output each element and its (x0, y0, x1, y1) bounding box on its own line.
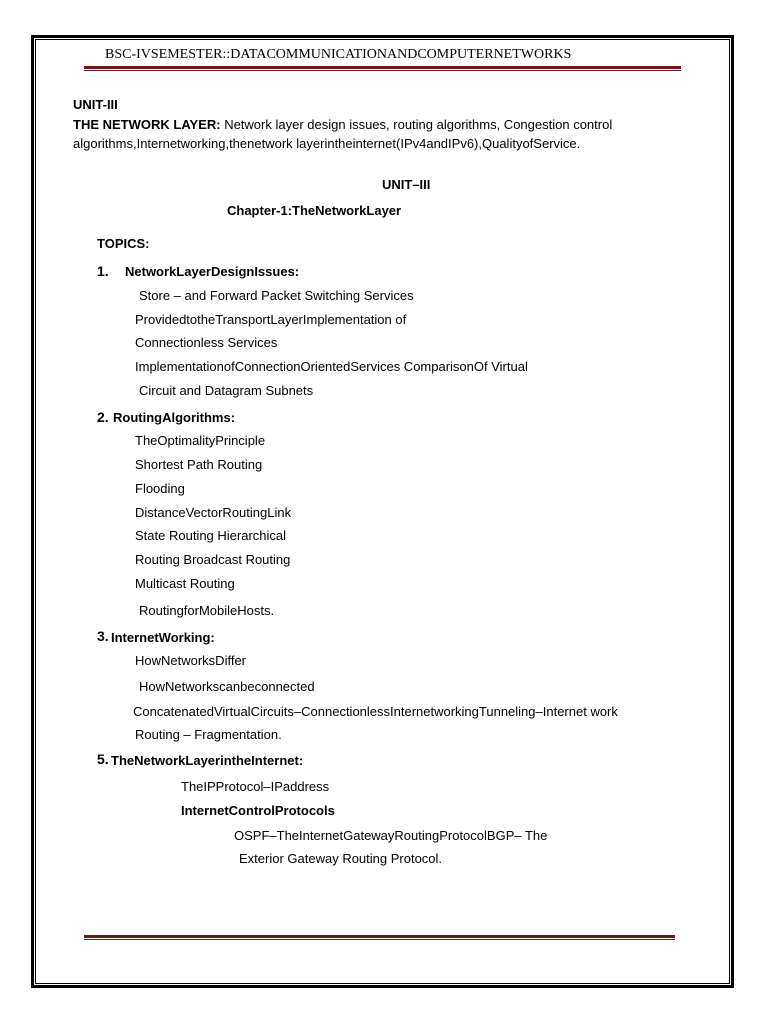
topic-line: Routing Broadcast Routing (135, 552, 291, 567)
section-title: InternetWorking: (111, 630, 215, 645)
unit-label: UNIT-III (73, 97, 118, 112)
topic-line: Store – and Forward Packet Switching Services (139, 288, 414, 303)
section-title: RoutingAlgorithms: (113, 410, 236, 425)
section-number: 3. (97, 628, 109, 644)
syllabus-line-1 (73, 117, 612, 132)
header-rule (84, 66, 681, 69)
footer-rule (84, 935, 675, 938)
topic-line: OSPF–TheInternetGatewayRoutingProtocolBGP– The (234, 828, 548, 843)
topic-line: ImplementationofConnectionOrientedServices ComparisonOf Virtual (135, 359, 528, 374)
syllabus-heading: THE NETWORK LAYER: (73, 117, 221, 132)
chapter-title: Chapter-1:TheNetworkLayer (227, 203, 402, 218)
unit-center-title: UNIT–III (382, 177, 431, 192)
syllabus-line-2: algorithms,Internetworking,thenetwork layerintheinternet(IPv4andIPv6),QualityofService. (73, 136, 581, 151)
section-number: 1. (97, 263, 109, 279)
topic-line: DistanceVectorRoutingLink (135, 505, 292, 520)
section-number: 2. (97, 409, 109, 425)
topic-line: State Routing Hierarchical (135, 528, 287, 543)
topic-line: ConcatenatedVirtualCircuits–ConnectionlessInternetworkingTunneling–Internet work (133, 704, 618, 719)
topic-line: Exterior Gateway Routing Protocol. (239, 851, 443, 866)
topic-line: ProvidedtotheTransportLayerImplementation of (135, 312, 407, 327)
header-rule-thin (84, 70, 681, 71)
topic-line: Multicast Routing (135, 576, 235, 591)
section-title: TheNetworkLayerintheInternet: (111, 753, 304, 768)
section-title: NetworkLayerDesignIssues: (125, 264, 300, 279)
syllabus-text-1: Network layer design issues, routing algorithms, Congestion control (220, 117, 613, 132)
topic-line: Routing – Fragmentation. (135, 727, 282, 742)
topic-line: Flooding (135, 481, 185, 496)
subsection-title: InternetControlProtocols (181, 803, 335, 818)
topic-line: Shortest Path Routing (135, 457, 263, 472)
topic-line: HowNetworkscanbeconnected (139, 679, 315, 694)
document-header: BSC-IVSEMESTER::DATACOMMUNICATIONANDCOMPUTERNETWORKS (105, 47, 572, 62)
topics-label: TOPICS: (97, 236, 150, 251)
topic-line: HowNetworksDiffer (135, 653, 247, 668)
topic-line: Circuit and Datagram Subnets (139, 383, 314, 398)
topic-line: Connectionless Services (135, 335, 278, 350)
section-number: 5. (97, 751, 109, 767)
topic-line: TheOptimalityPrinciple (135, 433, 266, 448)
topic-line: TheIPProtocol–IPaddress (181, 779, 330, 794)
topic-line: RoutingforMobileHosts. (139, 603, 275, 618)
footer-rule-thin (84, 939, 675, 940)
